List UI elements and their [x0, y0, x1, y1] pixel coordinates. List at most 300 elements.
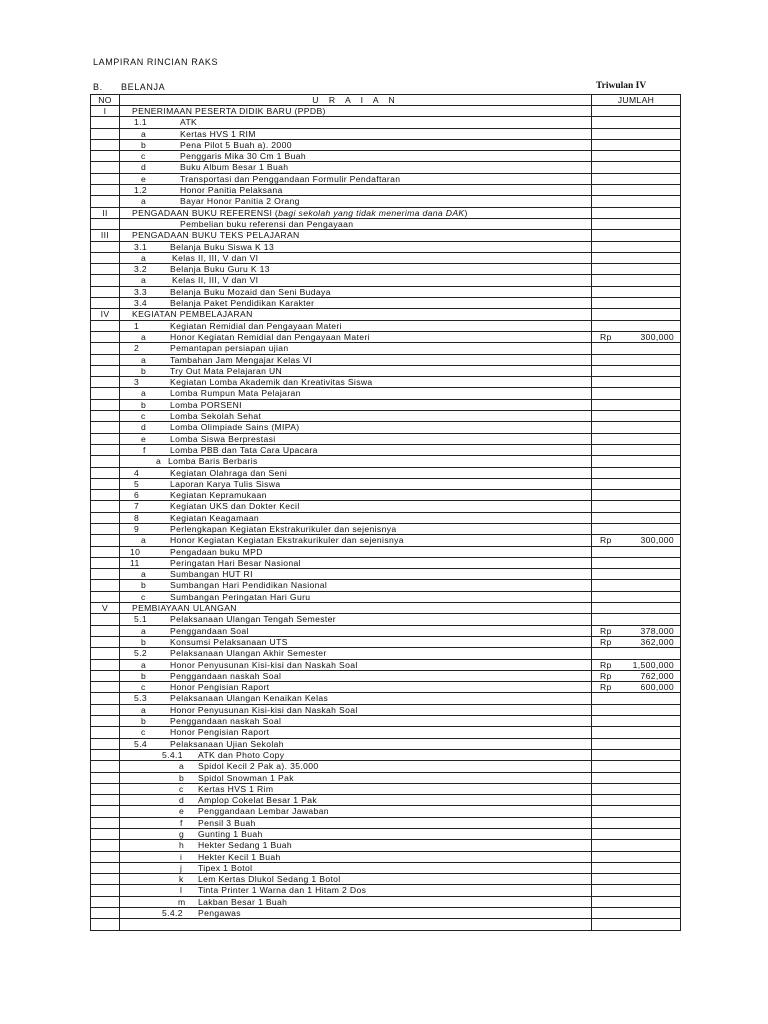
item-text: Lomba PBB dan Tata Cara Upacara	[170, 444, 318, 455]
row-number	[91, 716, 120, 727]
col-header-uraian: U R A I A N	[120, 95, 592, 106]
row-description	[120, 196, 592, 207]
item-text: Honor Panitia Pelaksana	[180, 185, 283, 196]
row-description	[120, 478, 592, 489]
table-row	[91, 501, 681, 512]
row-amount	[592, 162, 681, 173]
item-text: Pensil 3 Buah	[198, 817, 256, 828]
table-row	[91, 377, 681, 388]
row-description	[120, 670, 592, 681]
row-number	[91, 659, 120, 670]
item-code: 5	[134, 478, 140, 489]
table-row	[91, 365, 681, 376]
table-row	[91, 331, 681, 342]
item-code: b	[179, 772, 185, 783]
table-row	[91, 444, 681, 455]
item-text: Pena Pilot 5 Buah a). 2000	[180, 139, 292, 150]
section-label	[93, 82, 165, 92]
table-row	[91, 614, 681, 625]
row-number	[91, 275, 120, 286]
table-row	[91, 862, 681, 873]
row-number	[91, 298, 120, 309]
currency-label: Rp	[600, 670, 612, 681]
row-description	[120, 128, 592, 139]
table-row	[91, 580, 681, 591]
row-description	[120, 512, 592, 523]
row-amount	[592, 817, 681, 828]
row-description	[120, 851, 592, 862]
row-amount	[592, 411, 681, 422]
row-amount	[592, 388, 681, 399]
row-description	[120, 772, 592, 783]
row-description	[120, 185, 592, 196]
item-text: Lomba Siswa Berprestasi	[170, 433, 276, 444]
row-amount	[592, 512, 681, 523]
item-code: a	[141, 354, 147, 365]
item-code: 7	[134, 501, 140, 512]
row-amount	[592, 727, 681, 738]
item-code: 3	[134, 377, 140, 388]
table-row	[91, 636, 681, 647]
row-number	[91, 218, 120, 229]
item-text: Try Out Mata Pelajaran UN	[170, 365, 283, 376]
row-amount	[592, 829, 681, 840]
item-text: ATK	[180, 117, 198, 128]
item-code: 3.4	[134, 298, 147, 309]
table-row	[91, 230, 681, 241]
row-number	[91, 670, 120, 681]
row-number: V	[91, 603, 120, 614]
item-text: Penggaris Mika 30 Cm 1 Buah	[180, 151, 307, 162]
row-description	[120, 569, 592, 580]
row-number: I	[91, 106, 120, 117]
row-amount	[592, 399, 681, 410]
row-number	[91, 817, 120, 828]
amount-value: 1,500,000	[632, 659, 674, 670]
currency-label: Rp	[600, 637, 612, 648]
item-code: PENGADAAN BUKU TEKS PELAJARAN	[132, 230, 300, 241]
currency-label: Rp	[600, 535, 612, 546]
row-description	[120, 309, 592, 320]
row-number	[91, 896, 120, 907]
row-description	[120, 749, 592, 760]
item-text: Honor Pengisian Raport	[170, 682, 270, 693]
row-amount	[592, 670, 681, 681]
row-number	[91, 320, 120, 331]
row-description	[120, 704, 592, 715]
row-number	[91, 252, 120, 263]
item-code: 5.4	[134, 738, 147, 749]
section-letter: B.	[93, 82, 103, 92]
amount-value: 300,000	[640, 332, 674, 343]
row-description	[120, 738, 592, 749]
row-number	[91, 693, 120, 704]
table-row	[91, 919, 681, 930]
row-amount	[592, 603, 681, 614]
item-text: Pemantapan persiapan ujian	[170, 343, 289, 354]
item-code: a	[141, 388, 147, 399]
item-code: a	[141, 128, 147, 139]
row-amount	[592, 106, 681, 117]
table-row	[91, 523, 681, 534]
item-text: Sumbangan Hari Pendidikan Nasional	[170, 580, 328, 591]
row-number	[91, 862, 120, 873]
row-number	[91, 569, 120, 580]
table-row	[91, 874, 681, 885]
item-code: d	[179, 795, 185, 806]
row-number	[91, 614, 120, 625]
row-amount	[592, 535, 681, 546]
item-text-group	[132, 208, 468, 218]
item-text: Kegiatan Olahraga dan Seni	[170, 467, 288, 478]
row-amount	[592, 151, 681, 162]
table-row	[91, 535, 681, 546]
item-text: Hekter Sedang 1 Buah	[198, 840, 292, 851]
row-amount	[592, 354, 681, 365]
item-code: 5.1	[134, 614, 147, 625]
item-code: j	[180, 862, 183, 873]
row-description	[120, 840, 592, 851]
row-number	[91, 286, 120, 297]
item-code: m	[178, 896, 186, 907]
item-code: d	[141, 162, 147, 173]
amount-value: 600,000	[640, 682, 674, 693]
row-number	[91, 783, 120, 794]
item-text: Bayar Honor Panitia 2 Orang	[180, 196, 300, 207]
item-text: Honor Penyusunan Kisi-kisi dan Naskah Soal	[170, 659, 358, 670]
item-code: b	[141, 139, 147, 150]
row-number: II	[91, 207, 120, 218]
row-description	[120, 829, 592, 840]
item-text: Pelaksanaan Ulangan Akhir Semester	[170, 648, 327, 659]
item-code: f	[143, 444, 146, 455]
item-code: 10	[130, 546, 141, 557]
row-amount	[592, 896, 681, 907]
row-description	[120, 298, 592, 309]
item-code: a	[141, 535, 147, 546]
item-code: 3.1	[134, 241, 147, 252]
row-number	[91, 851, 120, 862]
row-amount	[592, 433, 681, 444]
row-description	[120, 523, 592, 534]
row-description	[120, 399, 592, 410]
row-description	[120, 456, 592, 467]
item-text: Lomba PORSENI	[170, 399, 242, 410]
table-row	[91, 218, 681, 229]
row-amount	[592, 298, 681, 309]
table-row	[91, 399, 681, 410]
row-description	[120, 275, 592, 286]
row-number: III	[91, 230, 120, 241]
row-amount	[592, 772, 681, 783]
table-row	[91, 185, 681, 196]
row-description	[120, 241, 592, 252]
row-number	[91, 490, 120, 501]
table-row	[91, 885, 681, 896]
row-description	[120, 230, 592, 241]
row-number	[91, 151, 120, 162]
row-number	[91, 478, 120, 489]
row-number	[91, 535, 120, 546]
item-text: Pengawas	[198, 908, 241, 919]
item-code: c	[141, 151, 146, 162]
item-text: Gunting 1 Buah	[198, 829, 263, 839]
section-name: BELANJA	[121, 82, 166, 92]
table-row	[91, 139, 681, 150]
table-row	[91, 411, 681, 422]
row-description	[120, 343, 592, 354]
table-row	[91, 354, 681, 365]
row-number	[91, 591, 120, 602]
table-row	[91, 196, 681, 207]
row-number	[91, 467, 120, 478]
item-text: Sumbangan Peringatan Hari Guru	[170, 591, 311, 602]
row-description	[120, 501, 592, 512]
item-text: Honor Pengisian Raport	[170, 727, 270, 738]
row-number: IV	[91, 309, 120, 320]
item-code: c	[141, 727, 146, 738]
row-number	[91, 806, 120, 817]
row-number	[91, 546, 120, 557]
item-code: 3.2	[134, 264, 147, 275]
row-description	[120, 388, 592, 399]
item-text: Hekter Kecil 1 Buah	[198, 851, 281, 862]
item-code: c	[179, 783, 184, 794]
table-row	[91, 151, 681, 162]
item-text: Lomba Rumpun Mata Pelajaran	[170, 388, 301, 399]
item-text: Kelas II, III, V dan VI	[172, 252, 259, 263]
table-row	[91, 648, 681, 659]
item-code: 5.2	[134, 648, 147, 659]
item-text: Penggandaan Lembar Jawaban	[198, 806, 329, 817]
row-amount	[592, 523, 681, 534]
item-code: c	[141, 591, 146, 602]
row-number	[91, 433, 120, 444]
item-code: 5.3	[134, 693, 147, 704]
row-number	[91, 331, 120, 342]
item-text: Laporan Karya Tulis Siswa	[170, 478, 281, 489]
row-number	[91, 919, 120, 930]
row-amount	[592, 185, 681, 196]
table-row	[91, 557, 681, 568]
item-text: Pelaksanaan Ulangan Tengah Semester	[170, 614, 336, 625]
item-code: a	[141, 252, 147, 263]
row-description	[120, 603, 592, 614]
item-text: Lomba Baris Berbaris	[168, 456, 258, 467]
item-text: Perlengkapan Kegiatan Ekstrakurikuler dan sejenisnya	[170, 523, 397, 534]
item-code: PENERIMAAN PESERTA DIDIK BARU (PPDB)	[132, 106, 326, 116]
budget-table	[90, 94, 681, 931]
item-text: Belanja Buku Mozaid dan Seni Budaya	[170, 286, 331, 297]
col-header-no: NO	[91, 95, 120, 106]
item-code: e	[141, 433, 147, 444]
row-description	[120, 354, 592, 365]
table-row	[91, 795, 681, 806]
item-text: Tambahan Jam Mengajar Kelas VI	[170, 354, 312, 365]
table-row	[91, 840, 681, 851]
item-code: c	[141, 682, 146, 693]
item-text: Transportasi dan Penggandaan Formulir Pendaftaran	[180, 173, 401, 184]
row-description	[120, 365, 592, 376]
item-code: b	[141, 636, 147, 647]
row-amount	[592, 343, 681, 354]
row-description	[120, 659, 592, 670]
row-description	[120, 614, 592, 625]
item-code: h	[179, 840, 185, 851]
row-amount	[592, 490, 681, 501]
table-row	[91, 829, 681, 840]
row-amount	[592, 648, 681, 659]
item-text: Kertas HVS 1 Rim	[198, 783, 274, 794]
row-amount	[592, 264, 681, 275]
table-row	[91, 264, 681, 275]
item-text: Honor Kegiatan Remidial dan Pengayaan Materi	[170, 331, 370, 342]
item-code: 5.4.2	[162, 908, 183, 919]
item-text: Kegiatan Keagamaan	[170, 512, 259, 523]
row-amount	[592, 795, 681, 806]
table-row	[91, 298, 681, 309]
item-text: Honor Penyusunan Kisi-kisi dan Naskah Soal	[170, 704, 358, 715]
row-amount	[592, 275, 681, 286]
item-text: Kertas HVS 1 RIM	[180, 128, 256, 139]
amount-value: 300,000	[640, 535, 674, 546]
table-row	[91, 851, 681, 862]
item-code: 9	[134, 523, 140, 534]
row-amount	[592, 467, 681, 478]
row-amount	[592, 320, 681, 331]
item-text: Pelaksanaan Ulangan Kenaikan Kelas	[170, 693, 329, 704]
row-number	[91, 829, 120, 840]
table-row	[91, 128, 681, 139]
row-description	[120, 433, 592, 444]
row-number	[91, 185, 120, 196]
item-text: Penggandaan Soal	[170, 625, 249, 636]
row-amount	[592, 749, 681, 760]
table-row	[91, 738, 681, 749]
row-amount	[592, 196, 681, 207]
row-description	[120, 490, 592, 501]
item-code: a	[141, 659, 147, 670]
item-text: Honor Kegiatan Kegiatan Ekstrakurikuler dan sejenisnya	[170, 535, 404, 546]
item-code: f	[180, 817, 183, 828]
table-row	[91, 343, 681, 354]
row-number	[91, 388, 120, 399]
row-number	[91, 512, 120, 523]
row-description	[120, 761, 592, 772]
item-code: d	[141, 422, 147, 433]
row-amount	[592, 444, 681, 455]
row-amount	[592, 128, 681, 139]
row-description	[120, 546, 592, 557]
item-text: Belanja Paket Pendidikan Karakter	[170, 298, 315, 309]
row-description	[120, 467, 592, 478]
row-description	[120, 207, 592, 218]
item-code: b	[141, 399, 147, 410]
row-number	[91, 377, 120, 388]
item-code: 1.2	[134, 185, 147, 196]
row-number	[91, 908, 120, 919]
table-row	[91, 569, 681, 580]
row-amount	[592, 862, 681, 873]
row-amount	[592, 806, 681, 817]
table-row	[91, 749, 681, 760]
row-number	[91, 636, 120, 647]
item-code: a	[156, 456, 162, 467]
item-text-end: )	[464, 207, 468, 218]
row-amount	[592, 704, 681, 715]
item-note: bagi sekolah yang tidak menerima dana DAK	[278, 207, 465, 218]
row-description	[120, 896, 592, 907]
item-code: a	[141, 704, 147, 715]
item-code: 6	[134, 490, 140, 501]
item-text: Belanja Buku Siswa K 13	[170, 241, 275, 252]
row-description	[120, 411, 592, 422]
item-code: PEMBIAYAAN ULANGAN	[132, 603, 237, 614]
item-code: k	[179, 874, 184, 885]
row-number	[91, 580, 120, 591]
item-text: Pelaksanaan Ujian Sekolah	[170, 738, 284, 749]
row-description	[120, 795, 592, 806]
table-row	[91, 478, 681, 489]
item-text: Lakban Besar 1 Buah	[198, 896, 288, 907]
currency-label: Rp	[600, 682, 612, 693]
row-description	[120, 919, 592, 930]
table-row	[91, 275, 681, 286]
row-number	[91, 749, 120, 760]
row-description	[120, 580, 592, 591]
table-row	[91, 546, 681, 557]
row-amount	[592, 218, 681, 229]
amount-value: 762,000	[640, 670, 674, 681]
row-description	[120, 139, 592, 150]
row-description	[120, 783, 592, 794]
item-text: Kegiatan Lomba Akademik dan Kreativitas Siswa	[170, 377, 373, 388]
item-text: Penggandaan naskah Soal	[170, 716, 282, 727]
row-number	[91, 648, 120, 659]
row-amount	[592, 693, 681, 704]
row-amount	[592, 207, 681, 218]
table-row	[91, 817, 681, 828]
table-row	[91, 670, 681, 681]
row-amount	[592, 377, 681, 388]
row-number	[91, 727, 120, 738]
item-code: a	[141, 569, 147, 580]
table-row	[91, 783, 681, 794]
item-text: Konsumsi Pelaksanaan UTS	[170, 636, 288, 647]
item-text: Pengadaan buku MPD	[170, 546, 263, 557]
item-code: 5.4.1	[162, 749, 183, 760]
row-description	[120, 591, 592, 602]
row-number	[91, 523, 120, 534]
item-code: b	[141, 365, 147, 376]
table-row	[91, 682, 681, 693]
item-text: Sumbangan HUT RI	[170, 569, 253, 580]
row-number	[91, 117, 120, 128]
table-row	[91, 625, 681, 636]
currency-label: Rp	[600, 625, 612, 636]
row-amount	[592, 580, 681, 591]
row-description	[120, 377, 592, 388]
row-description	[120, 264, 592, 275]
item-text: Amplop Cokelat Besar 1 Pak	[198, 795, 317, 806]
item-code: c	[141, 411, 146, 422]
row-description	[120, 682, 592, 693]
row-description	[120, 331, 592, 342]
table-row	[91, 162, 681, 173]
row-description	[120, 908, 592, 919]
row-amount	[592, 783, 681, 794]
row-description	[120, 625, 592, 636]
